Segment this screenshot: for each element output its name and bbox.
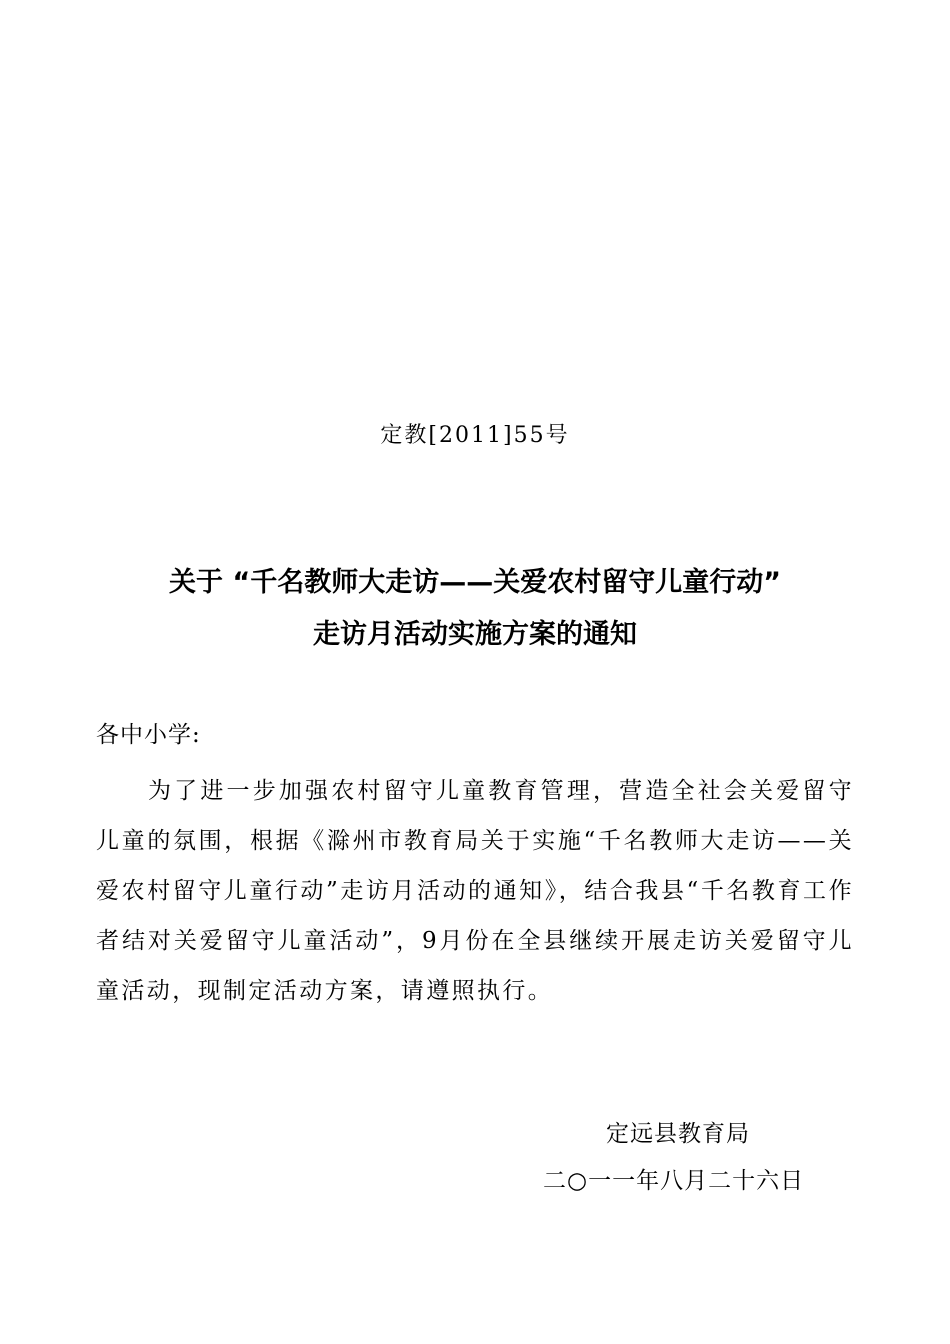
document-number: 定教[2011]55号 xyxy=(380,423,570,448)
document-title-line-1: 关于 “千名教师大走访——关爱农村留守儿童行动” xyxy=(169,567,781,598)
body-paragraph: 为了进一步加强农村留守儿童教育管理，营造全社会关爱留守儿童的氛围，根据《滁州市教育局关于实施“千名教师大走访——关爱农村留守儿童行动”走访月活动的通知》，结合我县“千名教育工作者结对关爱留守儿童活动”，9月份在全县继续开展走访关爱留守儿童活动，现制定活动方案，请遵照执行。 xyxy=(96,778,854,1004)
document-title-line-2: 走访月活动实施方案的通知 xyxy=(313,619,637,650)
salutation: 各中小学: xyxy=(96,722,201,748)
issuing-authority: 定远县教育局 xyxy=(606,1121,750,1147)
issue-date: 二○一一年八月二十六日 xyxy=(543,1168,805,1194)
